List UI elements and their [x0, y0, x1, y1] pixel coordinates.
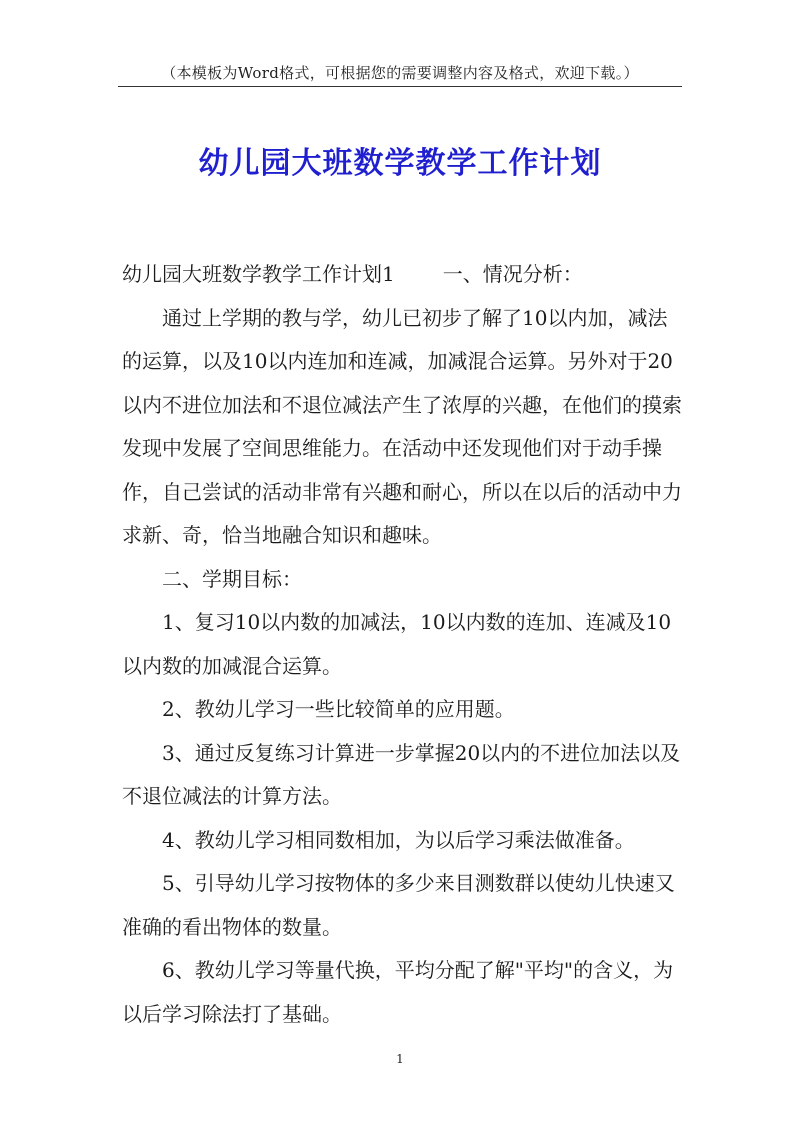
intro-line [122, 253, 682, 297]
goal-item-2: 2、教幼儿学习一些比较简单的应用题。 [162, 697, 515, 721]
goal-item-1: 1、复习10以内数的加减法，10以内数的连加、连减及10以内数的加减混合运算。 [122, 610, 672, 678]
goal-item-6: 6、教幼儿学习等量代换，平均分配了解"平均"的含义，为以后学习除法打了基础。 [122, 958, 674, 1026]
template-note: （本模板为Word格式，可根据您的需要调整内容及格式，欢迎下载。） [161, 64, 639, 82]
doc-name: 幼儿园大班数学教学工作计划1 [122, 262, 395, 286]
goal-item-4: 4、教幼儿学习相同数相加，为以后学习乘法做准备。 [162, 827, 635, 852]
goal-item-3: 3、通过反复练习计算进一步掌握20以内的不进位加法以及不退位减法的计算方法。 [122, 740, 681, 808]
header-divider [118, 86, 682, 87]
page-number: 1 [396, 1052, 404, 1066]
section-heading-situation: 一、情况分析： [442, 262, 583, 286]
section-heading-goals: 二、学期目标： [162, 566, 302, 591]
document-body [122, 253, 682, 1036]
paragraph-situation: 通过上学期的教与学，幼儿已初步了解了10以内加，减法的运算，以及10以内连加和连减，加减混合运算。另外对于20以内不进位加法和不退位减法产生了浓厚的兴趣，在他们的摸索发现中发展了空间思维能力。在活动中还发现他们对于动手操作，自己尝试的活动非常有兴趣和耐心，所以在以后的活动中力求新、奇，恰当地融合知识和趣味。 [122, 305, 682, 547]
goal-item-5: 5、引导幼儿学习按物体的多少来目测数群以使幼儿快速又准确的看出物体的数量。 [122, 871, 675, 939]
document-title: 幼儿园大班数学教学工作计划 [198, 146, 602, 181]
